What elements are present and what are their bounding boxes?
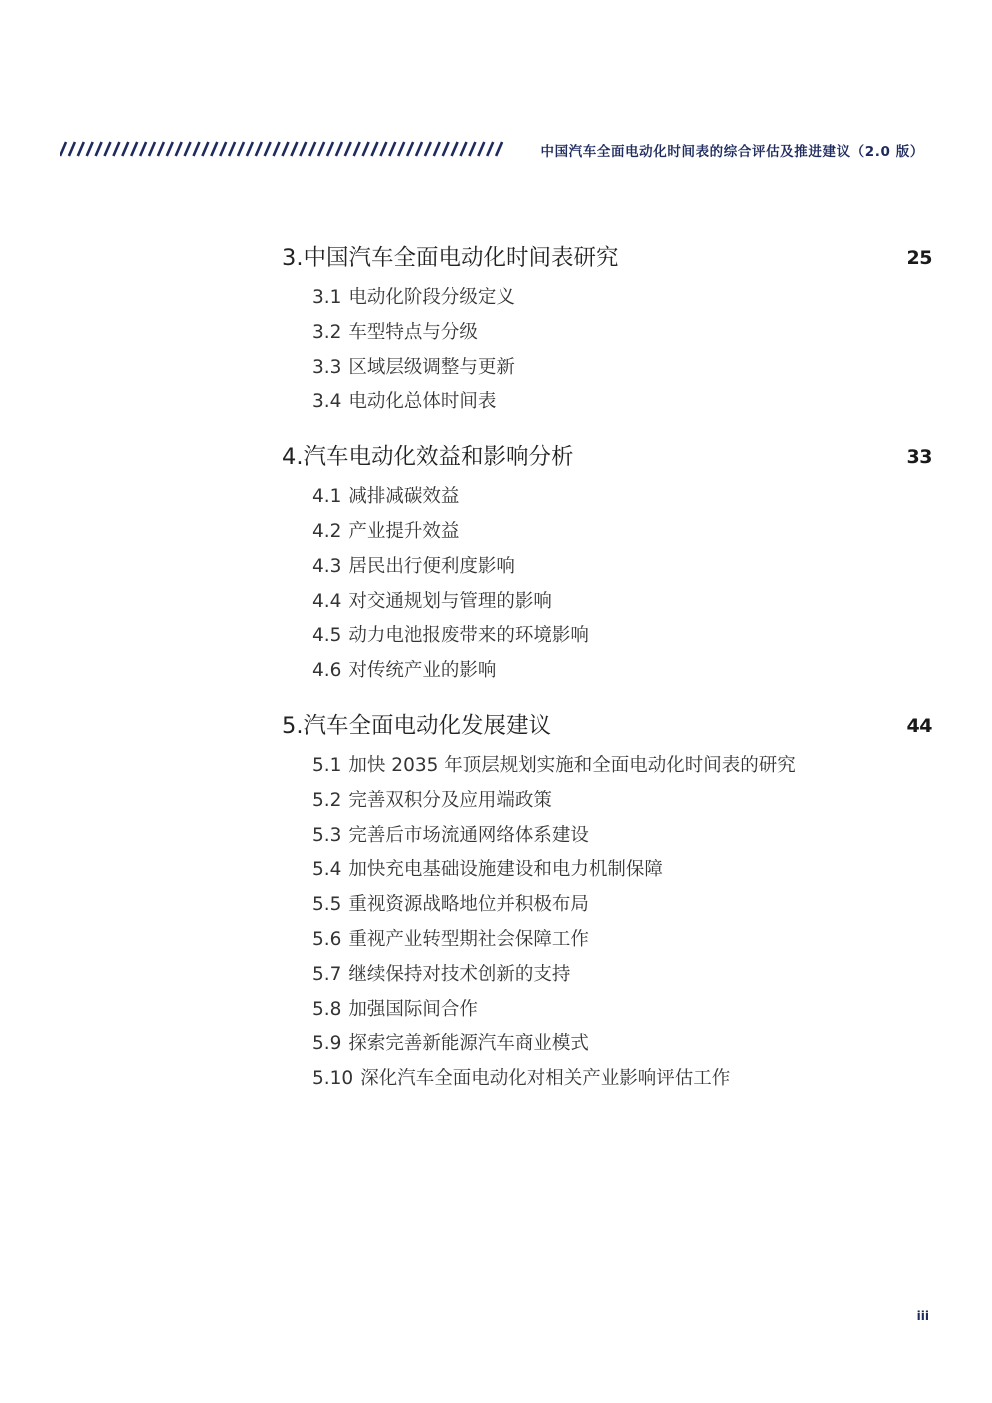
toc-item-number: 3.3 — [312, 356, 342, 378]
toc-item-number: 5.5 — [312, 894, 342, 916]
toc-item-number: 5.6 — [312, 928, 342, 950]
toc-item-title: 探索完善新能源汽车商业模式 — [348, 1033, 589, 1055]
stripe-mark — [194, 142, 200, 156]
toc-item[interactable] — [312, 316, 932, 351]
toc-section-5 — [282, 708, 932, 1097]
toc-item[interactable] — [312, 480, 932, 515]
toc-item-number: 5.3 — [312, 824, 342, 846]
stripe-mark — [60, 142, 66, 156]
toc-section-4 — [282, 439, 932, 689]
stripe-mark — [87, 142, 93, 156]
stripe-mark — [211, 142, 217, 156]
stripe-mark — [229, 142, 235, 156]
toc-item-number: 5.1 — [312, 754, 342, 776]
toc-item[interactable] — [312, 993, 932, 1028]
stripe-mark — [327, 142, 333, 156]
toc-item-title: 完善后市场流通网络体系建设 — [348, 824, 589, 846]
stripe-mark — [185, 142, 191, 156]
stripe-mark — [69, 142, 75, 156]
toc-item-title: 电动化阶段分级定义 — [348, 287, 515, 308]
toc-item-title: 产业提升效益 — [348, 520, 460, 542]
page-number: iii — [916, 1309, 929, 1323]
toc-item[interactable] — [312, 619, 932, 654]
table-of-contents — [282, 240, 932, 1116]
toc-item-title: 加强国际间合作 — [348, 998, 478, 1020]
toc-item[interactable] — [312, 385, 932, 420]
toc-item[interactable] — [312, 550, 932, 585]
toc-item-number: 4.4 — [312, 590, 342, 612]
header-title: 中国汽车全面电动化时间表的综合评估及推进建议（2.0 版） — [540, 144, 924, 160]
section-number: 4. — [282, 444, 304, 471]
stripe-mark — [389, 142, 395, 156]
toc-item-number: 5.2 — [312, 789, 342, 811]
stripe-mark — [274, 142, 280, 156]
toc-item-list — [282, 749, 932, 1097]
stripe-mark — [140, 142, 146, 156]
toc-item-number: 5.4 — [312, 859, 342, 881]
stripe-mark — [113, 142, 119, 156]
toc-item-list — [282, 480, 932, 689]
toc-item-title: 加快 2035 年顶层规划实施和全面电动化时间表的研究 — [348, 754, 796, 776]
stripe-mark — [149, 142, 155, 156]
stripe-mark — [78, 142, 84, 156]
stripe-mark — [478, 142, 484, 156]
section-page-number: 25 — [906, 247, 932, 269]
toc-item-number: 3.4 — [312, 391, 342, 413]
stripe-mark — [105, 142, 111, 156]
section-title: 中国汽车全面电动化时间表研究 — [303, 245, 619, 271]
toc-item-title: 对传统产业的影响 — [348, 660, 497, 682]
stripe-mark — [309, 142, 315, 156]
stripe-mark — [372, 142, 378, 156]
section-title: 汽车电动化效益和影响分析 — [303, 444, 574, 471]
section-number: 3. — [282, 245, 304, 271]
toc-item-title: 深化汽车全面电动化对相关产业影响评估工作 — [360, 1068, 731, 1090]
toc-section-heading[interactable] — [282, 439, 932, 475]
stripe-mark — [496, 142, 502, 156]
toc-item-number: 3.2 — [312, 321, 342, 343]
toc-section-heading[interactable] — [282, 240, 932, 276]
stripe-mark — [122, 142, 128, 156]
toc-item-number: 5.8 — [312, 998, 342, 1020]
stripe-mark — [354, 142, 360, 156]
toc-item-title: 区域层级调整与更新 — [348, 356, 515, 378]
stripe-mark — [318, 142, 324, 156]
stripe-mark — [452, 142, 458, 156]
toc-item-title: 加快充电基础设施建设和电力机制保障 — [348, 859, 663, 881]
stripe-mark — [131, 142, 137, 156]
toc-item[interactable] — [312, 819, 932, 854]
toc-item[interactable] — [312, 853, 932, 888]
section-page-number: 44 — [906, 714, 932, 737]
toc-item-number: 4.6 — [312, 660, 342, 682]
toc-item[interactable] — [312, 515, 932, 550]
toc-section-heading[interactable] — [282, 708, 932, 744]
toc-item[interactable] — [312, 281, 932, 316]
toc-item[interactable] — [312, 923, 932, 958]
toc-item[interactable] — [312, 888, 932, 923]
toc-item-title: 电动化总体时间表 — [348, 391, 497, 413]
stripe-mark — [380, 142, 386, 156]
toc-item[interactable] — [312, 749, 932, 784]
toc-item-number: 5.10 — [312, 1068, 354, 1090]
toc-item[interactable] — [312, 958, 932, 993]
toc-item-list — [282, 281, 932, 420]
toc-item-title: 减排减碳效益 — [348, 486, 460, 508]
stripe-mark — [407, 142, 413, 156]
stripe-mark — [247, 142, 253, 156]
stripe-mark — [167, 142, 173, 156]
toc-item-number: 4.5 — [312, 625, 342, 647]
stripe-mark — [256, 142, 262, 156]
stripe-mark — [283, 142, 289, 156]
stripe-mark — [158, 142, 164, 156]
stripe-mark — [434, 142, 440, 156]
toc-item[interactable] — [312, 784, 932, 819]
stripe-mark — [363, 142, 369, 156]
toc-item-title: 重视产业转型期社会保障工作 — [348, 928, 589, 950]
toc-item[interactable] — [312, 585, 932, 620]
toc-item-title: 重视资源战略地位并积极布局 — [348, 894, 589, 916]
stripe-mark — [345, 142, 351, 156]
toc-item-title: 完善双积分及应用端政策 — [348, 789, 552, 811]
stripe-mark — [291, 142, 297, 156]
stripe-mark — [238, 142, 244, 156]
toc-item-number: 4.2 — [312, 520, 342, 542]
stripe-mark — [416, 142, 422, 156]
stripe-mark — [176, 142, 182, 156]
stripe-mark — [425, 142, 431, 156]
toc-item-number: 5.7 — [312, 963, 342, 985]
stripe-mark — [469, 142, 475, 156]
header-stripe-decoration — [60, 141, 506, 157]
toc-item[interactable] — [312, 1027, 932, 1062]
section-page-number: 33 — [906, 446, 932, 469]
stripe-mark — [487, 142, 493, 156]
stripe-mark — [300, 142, 306, 156]
stripe-mark — [202, 142, 208, 156]
stripe-mark — [443, 142, 449, 156]
stripe-mark — [96, 142, 102, 156]
toc-item-number: 4.1 — [312, 486, 342, 508]
toc-item[interactable] — [312, 654, 932, 689]
toc-section-3 — [282, 240, 932, 420]
section-title: 汽车全面电动化发展建议 — [303, 712, 551, 739]
toc-item-number: 4.3 — [312, 555, 342, 577]
stripe-mark — [220, 142, 226, 156]
toc-item-title: 车型特点与分级 — [348, 321, 478, 343]
toc-item-number: 5.9 — [312, 1033, 342, 1055]
section-number: 5. — [282, 712, 304, 739]
toc-item-number: 3.1 — [312, 287, 342, 308]
stripe-mark — [398, 142, 404, 156]
toc-item-title: 继续保持对技术创新的支持 — [348, 963, 571, 985]
toc-item-title: 居民出行便利度影响 — [348, 555, 515, 577]
stripe-mark — [336, 142, 342, 156]
toc-item[interactable] — [312, 351, 932, 386]
stripe-mark — [265, 142, 271, 156]
toc-item-title: 动力电池报废带来的环境影响 — [348, 625, 589, 647]
toc-item-title: 对交通规划与管理的影响 — [348, 590, 552, 612]
toc-item[interactable] — [312, 1062, 932, 1097]
stripe-mark — [461, 142, 467, 156]
